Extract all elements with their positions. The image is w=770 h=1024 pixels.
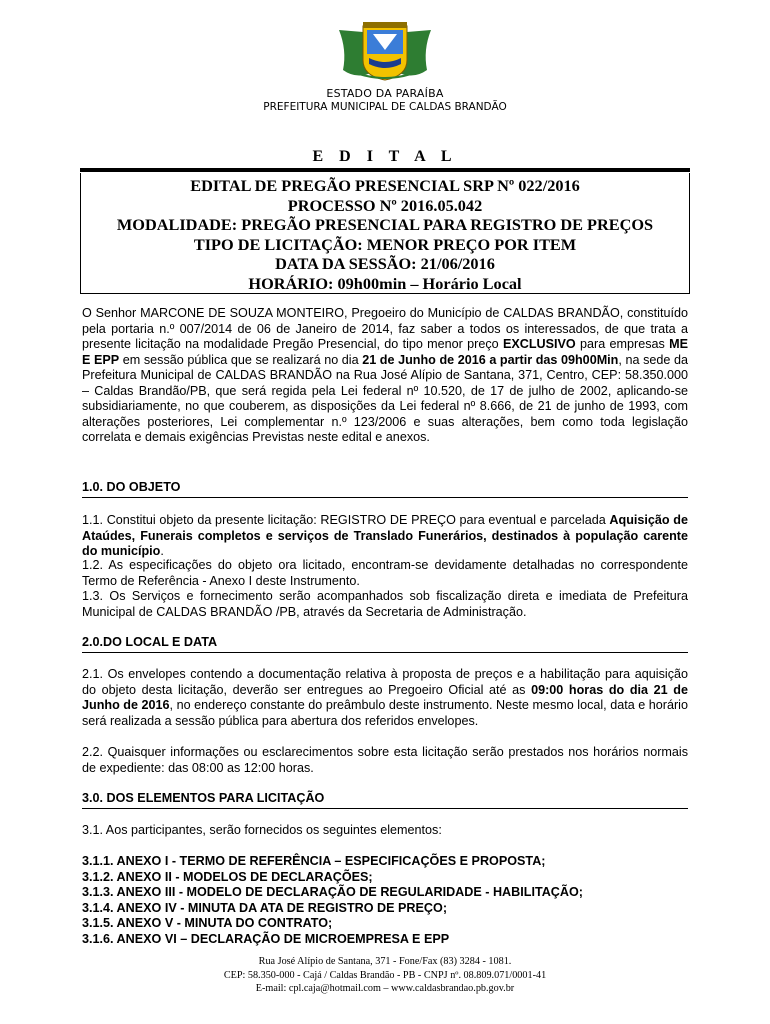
intro-paragraph: O Senhor MARCONE DE SOUZA MONTEIRO, Pregoeiro do Município de CALDAS BRANDÃO, constituído pela portaria n.º 007/2014 de 06 de Janeiro de 2014, faz saber a todos os interessados, de que trata a presente licitação na modalidade Pregão Presencial, do tipo menor preço EXCLUSIVO para empresas ME E EPP em sessão pública que se realizará no dia 21 de Junho de 2016 a partir das 09h00Min, na sede da Prefeitura Municipal de CALDAS BRANDÃO na Rua José Alípio de Santana, 371, Centro, CEP: 58.350.000 – Caldas Brandão/PB, que será regida pela Lei federal nº 10.520, de 17 de julho de 2002, aplicando-se subsidiariamente, no que couberem, as disposições da Lei federal nº 8.666, de 21 de junho de 1993, com alterações posteriores, Lei complementar n.º 123/2006 e suas alterações, bem como toda legislação correlata e demais exigências Previstas neste edital e anexos. <box>82 306 688 444</box>
annex-item: 3.1.1. ANEXO I - TERMO DE REFERÊNCIA – ESPECIFICAÇÕES E PROPOSTA; <box>82 854 546 868</box>
footer-contact: E-mail: cpl.caja@hotmail.com – www.caldasbrandao.pb.gov.br <box>255 983 515 994</box>
footer-cep-cnpj: CEP: 58.350-000 - Cajá / Caldas Brandão - PB - CNPJ nº. 08.809.071/0001-41 <box>223 969 547 981</box>
title-line-processo: PROCESSO Nº 2016.05.042 <box>287 195 483 215</box>
state-name: ESTADO DA PARAÍBA <box>326 87 444 100</box>
heading-rule <box>80 168 690 172</box>
document-heading: E D I T A L <box>312 148 458 165</box>
clause-1-1: 1.1. Constitui objeto da presente licitação: REGISTRO DE PREÇO para eventual e parcelada Aquisição de Ataúdes, Funerais completos e serviços de Translado Funerários, destinados à população carente do município. <box>82 513 688 558</box>
title-line-horario: HORÁRIO: 09h00min – Horário Local <box>248 273 522 293</box>
section-heading-objeto: 1.0. DO OBJETO <box>82 480 688 498</box>
annex-item: 3.1.3. ANEXO III - MODELO DE DECLARAÇÃO DE REGULARIDADE - HABILITAÇÃO; <box>82 885 583 899</box>
title-line-tipo: TIPO DE LICITAÇÃO: MENOR PREÇO POR ITEM <box>193 234 577 254</box>
clause-1-2: 1.2. As especificações do objeto ora licitado, encontram-se devidamente detalhadas no correspondente Termo de Referência - Anexo I deste Instrumento. <box>82 558 688 588</box>
clause-2-1: 2.1. Os envelopes contendo a documentação relativa à proposta de preços e a habilitação para aquisição do objeto desta licitação, deverão ser entregues ao Pregoeiro Oficial até as 09:00 horas do dia 21 de Junho de 2016, no endereço constante do preâmbulo deste instrumento. Neste mesmo local, data e horário será realizada a sessão pública para abertura dos referidos envelopes. <box>82 667 688 728</box>
title-line-edital: EDITAL DE PREGÃO PRESENCIAL SRP Nº 022/2016 <box>190 176 580 195</box>
title-line-modalidade: MODALIDADE: PREGÃO PRESENCIAL PARA REGISTRO DE PREÇOS <box>116 215 654 234</box>
clause-2-2: 2.2. Quaisquer informações ou esclarecimentos sobre esta licitação serão prestados nos horários normais de expediente: das 08:00 as 12:00 horas. <box>82 745 688 775</box>
prefecture-name: PREFEITURA MUNICIPAL DE CALDAS BRANDÃO <box>263 101 507 113</box>
footer-address: Rua José Alípio de Santana, 371 - Fone/Fax (83) 3284 - 1081. <box>258 956 512 967</box>
page-footer <box>0 955 770 996</box>
annex-item: 3.1.4. ANEXO IV - MINUTA DA ATA DE REGISTRO DE PREÇO; <box>82 900 448 915</box>
annex-item: 3.1.5. ANEXO V - MINUTA DO CONTRATO; <box>82 916 333 930</box>
annex-item: 3.1.6. ANEXO VI – DECLARAÇÃO DE MICROEMPRESA E EPP <box>82 931 450 946</box>
annex-list <box>82 854 688 947</box>
section-heading-elementos: 3.0. DOS ELEMENTOS PARA LICITAÇÃO <box>82 791 688 809</box>
clause-3-1: 3.1. Aos participantes, serão fornecidos os seguintes elementos: <box>82 823 442 837</box>
title-line-data: DATA DA SESSÃO: 21/06/2016 <box>275 254 495 273</box>
coat-of-arms-icon <box>333 20 437 82</box>
section-heading-local-data: 2.0.DO LOCAL E DATA <box>82 635 688 653</box>
annex-item: 3.1.2. ANEXO II - MODELOS DE DECLARAÇÕES; <box>82 869 373 884</box>
clause-1-3: 1.3. Os Serviços e fornecimento serão acompanhados sob fiscalização direta e imediata de Prefeitura Municipal de CALDAS BRANDÃO /PB, através da Secretaria de Administração. <box>82 589 688 619</box>
